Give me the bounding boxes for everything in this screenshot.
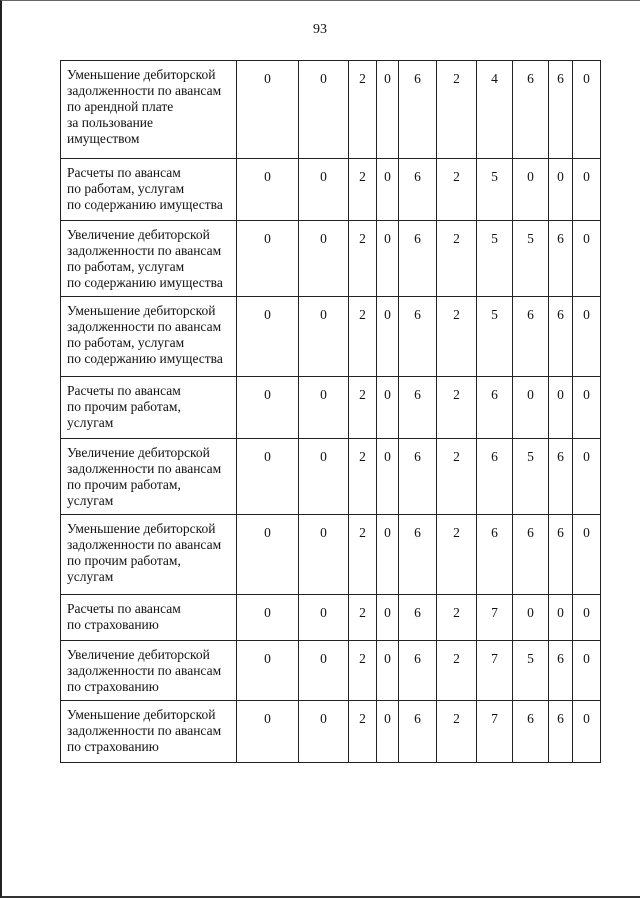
description-line: услугам (67, 493, 114, 508)
code-digit-cell: 0 (377, 61, 399, 159)
code-digit-cell: 0 (573, 221, 601, 297)
code-digit-cell: 2 (349, 159, 377, 221)
table-row (61, 439, 601, 515)
code-digit-cell: 6 (549, 439, 573, 515)
code-digit-cell: 2 (437, 439, 477, 515)
code-digit-cell: 0 (513, 595, 549, 641)
code-digit-cell: 0 (299, 439, 349, 515)
code-digit-cell: 0 (299, 377, 349, 439)
row-description (61, 297, 237, 377)
code-digit-cell: 2 (349, 297, 377, 377)
code-digit-cell: 0 (377, 701, 399, 763)
code-digit-cell: 0 (573, 159, 601, 221)
description-line: Увеличение дебиторской (67, 445, 210, 460)
description-line: по прочим работам, (67, 553, 181, 568)
description-line: Увеличение дебиторской (67, 647, 210, 662)
code-digit-cell: 5 (513, 641, 549, 701)
code-digit-cell: 5 (477, 297, 513, 377)
code-digit-cell: 2 (349, 595, 377, 641)
code-digit-cell: 6 (399, 297, 437, 377)
description-line: по содержанию имущества (67, 275, 223, 290)
table-row (61, 377, 601, 439)
table-row (61, 297, 601, 377)
table-row (61, 515, 601, 595)
code-digit-cell: 6 (513, 515, 549, 595)
code-digit-cell: 2 (437, 377, 477, 439)
code-digit-cell: 7 (477, 595, 513, 641)
code-digit-cell: 6 (549, 221, 573, 297)
code-digit-cell: 0 (377, 595, 399, 641)
description-line: Расчеты по авансам (67, 165, 181, 180)
code-digit-cell: 6 (399, 641, 437, 701)
description-line: Уменьшение дебиторской (67, 303, 216, 318)
code-digit-cell: 6 (477, 439, 513, 515)
row-description (61, 641, 237, 701)
code-digit-cell: 5 (477, 221, 513, 297)
code-digit-cell: 0 (377, 297, 399, 377)
code-digit-cell: 2 (349, 515, 377, 595)
description-line: задолженности по авансам (67, 83, 222, 98)
description-line: задолженности по авансам (67, 461, 222, 476)
code-digit-cell: 0 (573, 377, 601, 439)
code-digit-cell: 6 (399, 595, 437, 641)
description-line: за пользование (67, 115, 154, 130)
code-digit-cell: 2 (349, 61, 377, 159)
code-digit-cell: 0 (299, 61, 349, 159)
code-digit-cell: 2 (437, 221, 477, 297)
code-digit-cell: 0 (377, 221, 399, 297)
code-digit-cell: 0 (237, 515, 299, 595)
code-digit-cell: 5 (477, 159, 513, 221)
row-description (61, 221, 237, 297)
code-digit-cell: 0 (513, 377, 549, 439)
page-number: 93 (313, 22, 327, 37)
code-digit-cell: 2 (437, 159, 477, 221)
description-line: по прочим работам, (67, 399, 181, 414)
code-digit-cell: 0 (377, 641, 399, 701)
description-line: Уменьшение дебиторской (67, 67, 216, 82)
code-digit-cell: 0 (377, 377, 399, 439)
description-line: имуществом (67, 131, 140, 146)
description-line: по содержанию имущества (67, 351, 223, 366)
code-digit-cell: 2 (437, 641, 477, 701)
row-description (61, 701, 237, 763)
code-digit-cell: 6 (549, 701, 573, 763)
description-line: услугам (67, 415, 114, 430)
description-line: по работам, услугам (67, 259, 185, 274)
code-digit-cell: 6 (399, 221, 437, 297)
code-digit-cell: 2 (437, 595, 477, 641)
table-row (61, 61, 601, 159)
code-digit-cell: 6 (477, 515, 513, 595)
code-digit-cell: 0 (573, 61, 601, 159)
code-digit-cell: 0 (573, 439, 601, 515)
description-line: Уменьшение дебиторской (67, 707, 216, 722)
code-digit-cell: 0 (549, 377, 573, 439)
code-digit-cell: 6 (513, 61, 549, 159)
code-digit-cell: 0 (237, 221, 299, 297)
code-digit-cell: 0 (573, 641, 601, 701)
description-line: задолженности по авансам (67, 537, 222, 552)
code-digit-cell: 6 (549, 515, 573, 595)
code-digit-cell: 2 (437, 701, 477, 763)
code-digit-cell: 2 (349, 221, 377, 297)
code-digit-cell: 0 (237, 297, 299, 377)
code-digit-cell: 7 (477, 641, 513, 701)
code-digit-cell: 0 (237, 439, 299, 515)
table-row (61, 701, 601, 763)
code-digit-cell: 7 (477, 701, 513, 763)
code-digit-cell: 0 (573, 515, 601, 595)
code-digit-cell: 0 (299, 595, 349, 641)
code-digit-cell: 0 (237, 701, 299, 763)
description-line: по работам, услугам (67, 335, 185, 350)
row-description (61, 515, 237, 595)
code-digit-cell: 6 (399, 701, 437, 763)
code-digit-cell: 0 (237, 595, 299, 641)
row-description (61, 159, 237, 221)
code-digit-cell: 0 (299, 701, 349, 763)
code-digit-cell: 2 (349, 641, 377, 701)
code-digit-cell: 6 (399, 377, 437, 439)
code-digit-cell: 0 (299, 641, 349, 701)
row-description (61, 377, 237, 439)
description-line: Расчеты по авансам (67, 601, 181, 616)
code-digit-cell: 0 (377, 515, 399, 595)
description-line: по страхованию (67, 679, 159, 694)
code-digit-cell: 6 (399, 159, 437, 221)
code-digit-cell: 0 (573, 595, 601, 641)
code-digit-cell: 6 (477, 377, 513, 439)
code-digit-cell: 2 (437, 297, 477, 377)
code-digit-cell: 6 (399, 61, 437, 159)
code-digit-cell: 0 (573, 297, 601, 377)
description-line: задолженности по авансам (67, 243, 222, 258)
budget-code-table (60, 60, 601, 763)
description-line: задолженности по авансам (67, 663, 222, 678)
row-description (61, 61, 237, 159)
code-digit-cell: 0 (299, 297, 349, 377)
code-digit-cell: 6 (549, 641, 573, 701)
code-digit-cell: 2 (437, 515, 477, 595)
code-digit-cell: 4 (477, 61, 513, 159)
description-line: по прочим работам, (67, 477, 181, 492)
code-digit-cell: 0 (377, 159, 399, 221)
description-line: Уменьшение дебиторской (67, 521, 216, 536)
code-digit-cell: 6 (399, 515, 437, 595)
code-digit-cell: 5 (513, 439, 549, 515)
code-digit-cell: 0 (299, 159, 349, 221)
row-description (61, 439, 237, 515)
description-line: Увеличение дебиторской (67, 227, 210, 242)
code-digit-cell: 2 (349, 701, 377, 763)
code-digit-cell: 6 (513, 701, 549, 763)
description-line: по страхованию (67, 739, 159, 754)
description-line: Расчеты по авансам (67, 383, 181, 398)
code-digit-cell: 0 (377, 439, 399, 515)
code-digit-cell: 6 (513, 297, 549, 377)
table-body (61, 61, 601, 763)
code-digit-cell: 6 (399, 439, 437, 515)
table-row (61, 595, 601, 641)
description-line: задолженности по авансам (67, 319, 222, 334)
code-digit-cell: 2 (349, 377, 377, 439)
code-digit-cell: 2 (437, 61, 477, 159)
code-digit-cell: 5 (513, 221, 549, 297)
code-digit-cell: 6 (549, 297, 573, 377)
row-description (61, 595, 237, 641)
code-digit-cell: 0 (299, 515, 349, 595)
code-digit-cell: 0 (299, 221, 349, 297)
table-row (61, 641, 601, 701)
description-line: по содержанию имущества (67, 197, 223, 212)
description-line: задолженности по авансам (67, 723, 222, 738)
table-row (61, 221, 601, 297)
code-digit-cell: 0 (573, 701, 601, 763)
code-digit-cell: 0 (237, 159, 299, 221)
code-digit-cell: 0 (549, 595, 573, 641)
description-line: услугам (67, 569, 114, 584)
table-row (61, 159, 601, 221)
code-digit-cell: 6 (549, 61, 573, 159)
code-digit-cell: 0 (237, 641, 299, 701)
description-line: по арендной плате (67, 99, 174, 114)
code-digit-cell: 2 (349, 439, 377, 515)
code-digit-cell: 0 (513, 159, 549, 221)
description-line: по страхованию (67, 617, 159, 632)
description-line: по работам, услугам (67, 181, 185, 196)
code-digit-cell: 0 (237, 377, 299, 439)
code-digit-cell: 0 (549, 159, 573, 221)
code-digit-cell: 0 (237, 61, 299, 159)
